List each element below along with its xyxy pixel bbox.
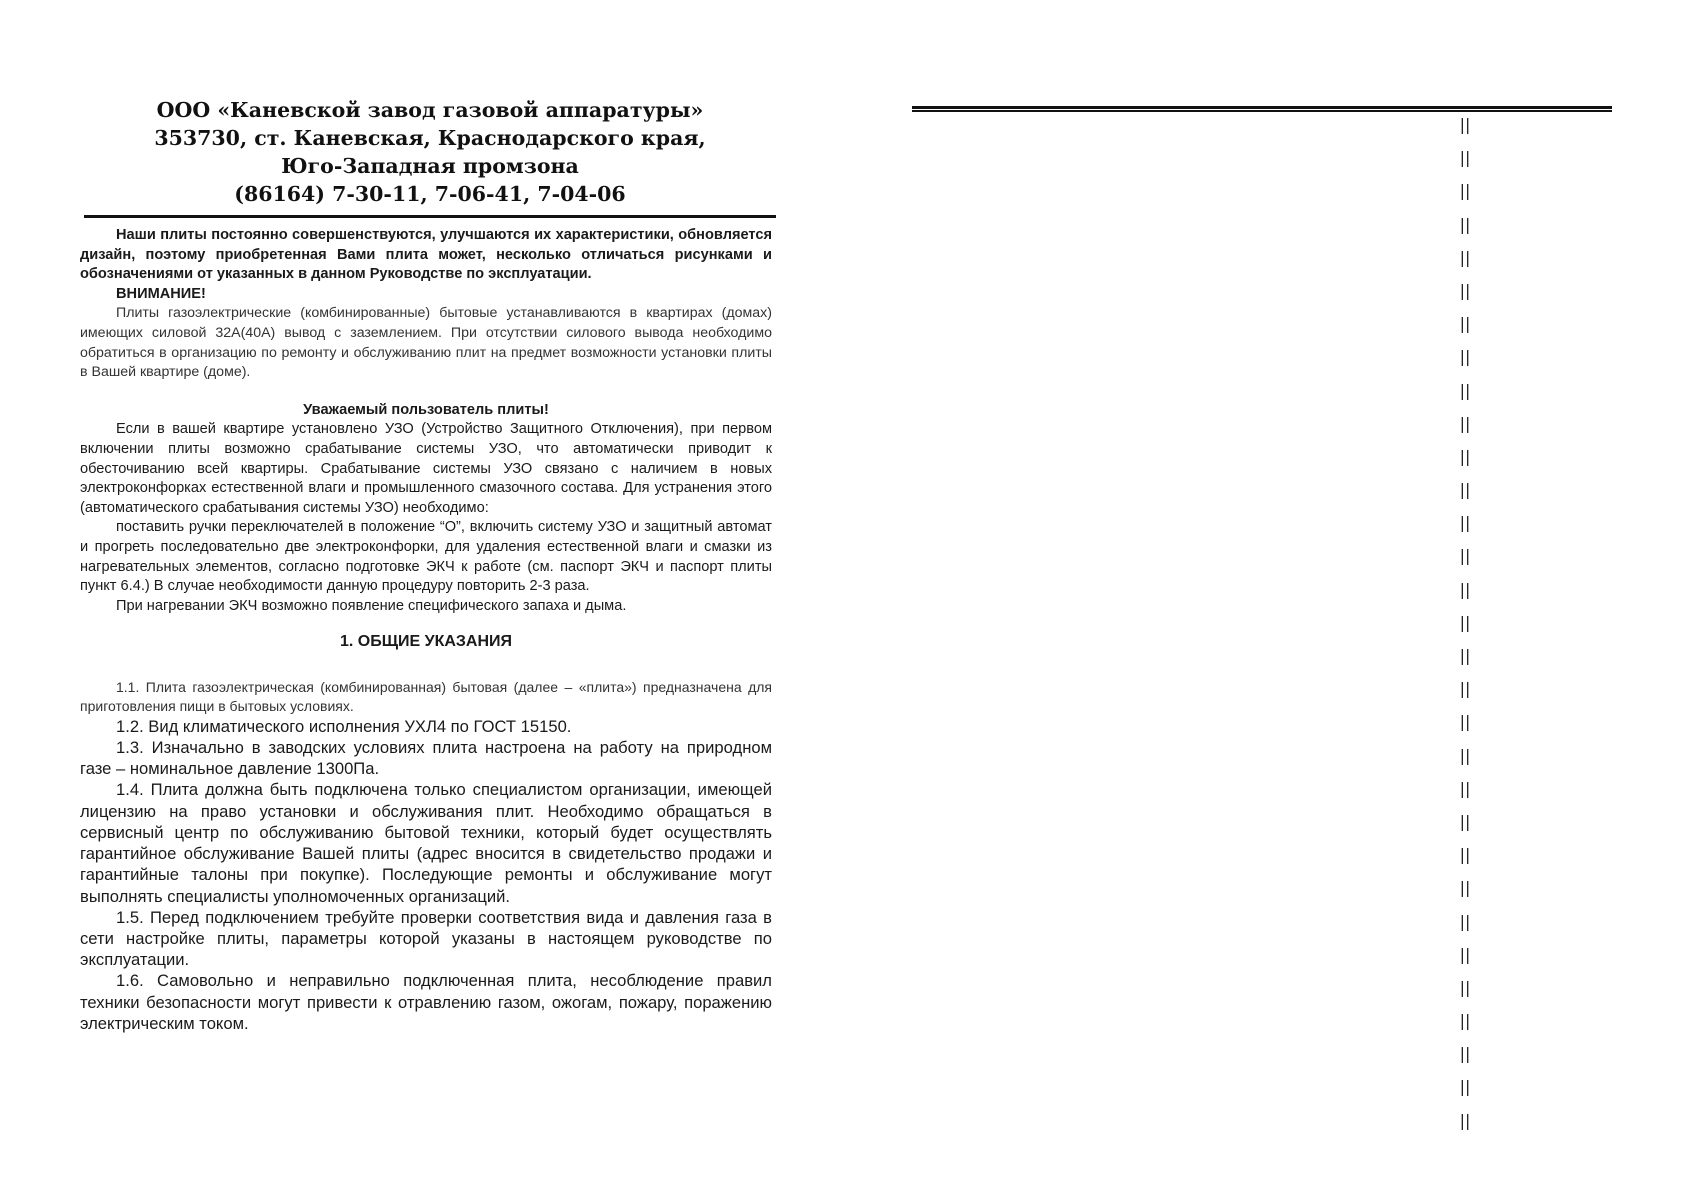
fold-marker: || <box>1459 314 1471 334</box>
fold-marker: || <box>1459 745 1471 765</box>
fold-marker: || <box>1459 513 1471 533</box>
company-address: 353730, ст. Каневская, Краснодарского края, <box>154 126 706 150</box>
intro-paragraph: Наши плиты постоянно совершенствуются, улучшаются их характеристики, обновляется дизайн, поэтому приобретенная Вами плита может, несколько отличаться рисунками и обозначениями от указанных в данном Руководстве по эксплуатации. <box>80 227 772 283</box>
greeting-paragraph-1: Если в вашей квартире установлено УЗО (Устройство Защитного Отключения), при первом включении плиты возможно срабатывание системы УЗО, что автоматически приводит к обесточиванию всей квартиры. Срабатывание системы УЗО связано с наличием в новых электроконфорках естественной влаги и промышленного смазочного состава. Для устранения этого (автоматического срабатывания системы УЗО) необходимо: <box>80 421 772 516</box>
fold-marker: || <box>1459 1011 1471 1031</box>
fold-marker: || <box>1459 148 1471 168</box>
fold-marker: || <box>1459 247 1471 267</box>
double-rule <box>912 106 1612 112</box>
company-phones: (86164) 7-30-11, 7-06-41, 7-04-06 <box>234 182 626 206</box>
fold-marker: || <box>1459 347 1471 367</box>
greeting-heading: Уважаемый пользователь плиты! <box>303 401 549 418</box>
header-divider <box>84 215 776 218</box>
item-1-5: 1.5. Перед подключением требуйте проверки соответствия вида и давления газа в сети настройке плиты, параметры которой указаны в настоящем руководстве по эксплуатации. <box>80 907 772 970</box>
item-1-4: 1.4. Плита должна быть подключена только специалистом организации, имеющей лицензию на право установки и обслуживания плит. Необходимо обращаться в сервисный центр по обслуживанию бытовой техники, который будет осуществлять гарантийное обслуживание Вашей плиты (адрес вносится в свидетельство продажи и гарантийные талоны при покупке). Последующие ремонты и обслуживание могут выполнять специалисты уполномоченных организаций. <box>80 780 772 906</box>
document-body <box>80 226 772 1034</box>
fold-marker: || <box>1459 811 1471 831</box>
section-heading: 1. ОБЩИЕ УКАЗАНИЯ <box>339 633 513 651</box>
fold-marker: || <box>1459 579 1471 599</box>
right-page <box>842 0 1684 1191</box>
fold-marker: || <box>1459 214 1471 234</box>
company-header <box>84 96 776 208</box>
attention-paragraph: Плиты газоэлектрические (комбинированные) бытовые устанавливаются в квартирах (домах) имеющих силовой 32А(40А) вывод с заземлением. При отсутствии силового вывода необходимо обратиться в организацию по ремонту и обслуживанию плит на предмет возможности установки плиты в Вашей квартире (доме). <box>80 305 772 381</box>
fold-marker: || <box>1459 911 1471 931</box>
fold-marker: || <box>1459 712 1471 732</box>
greeting-paragraph-2: поставить ручки переключателей в положение “О”, включить систему УЗО и защитный автомат и прогреть последовательно две электроконфорки, для удаления естественной влаги и смазки из нагревательных элементов, согласно подготовке ЭКЧ к работе (см. паспорт ЭКЧ и паспорт плиты пункт 6.4.) В случае необходимости данную процедуру повторить 2-3 раза. <box>80 519 772 595</box>
company-name: ООО «Каневской завод газовой аппаратуры» <box>156 98 704 122</box>
item-1-1: 1.1. Плита газоэлектрическая (комбинированная) бытовая (далее – «плита») предназначена для приготовления пищи в бытовых условиях. <box>80 678 772 714</box>
company-zone: Юго-Западная промзона <box>281 154 579 178</box>
fold-marker: || <box>1459 380 1471 400</box>
fold-marker: || <box>1459 1077 1471 1097</box>
item-1-2: 1.2. Вид климатического исполнения УХЛ4 по ГОСТ 15150. <box>116 716 572 736</box>
greeting-paragraph-3: При нагревании ЭКЧ возможно появление специфического запаха и дыма. <box>116 597 627 614</box>
fold-markers <box>1453 108 1477 1137</box>
fold-marker: || <box>1459 878 1471 898</box>
fold-marker: || <box>1459 480 1471 500</box>
fold-marker: || <box>1459 944 1471 964</box>
fold-marker: || <box>1459 446 1471 466</box>
fold-marker: || <box>1459 1110 1471 1130</box>
fold-marker: || <box>1459 679 1471 699</box>
fold-marker: || <box>1459 280 1471 300</box>
fold-marker: || <box>1459 977 1471 997</box>
item-1-6: 1.6. Самовольно и неправильно подключенная плита, несоблюдение правил техники безопасности могут привести к отравлению газом, ожогам, пожару, поражению электрическим током. <box>80 971 772 1033</box>
fold-marker: || <box>1459 1044 1471 1064</box>
fold-marker: || <box>1459 845 1471 865</box>
fold-marker: || <box>1459 115 1471 134</box>
fold-marker: || <box>1459 546 1471 566</box>
fold-marker: || <box>1459 646 1471 665</box>
fold-marker: || <box>1459 181 1471 201</box>
fold-marker: || <box>1459 778 1471 798</box>
fold-marker: || <box>1459 413 1471 433</box>
fold-marker: || <box>1459 612 1471 632</box>
item-1-3: 1.3. Изначально в заводских условиях плита настроена на работу на природном газе – номинальное давление 1300Па. <box>80 738 772 779</box>
attention-heading: ВНИМАНИЕ! <box>116 285 206 302</box>
